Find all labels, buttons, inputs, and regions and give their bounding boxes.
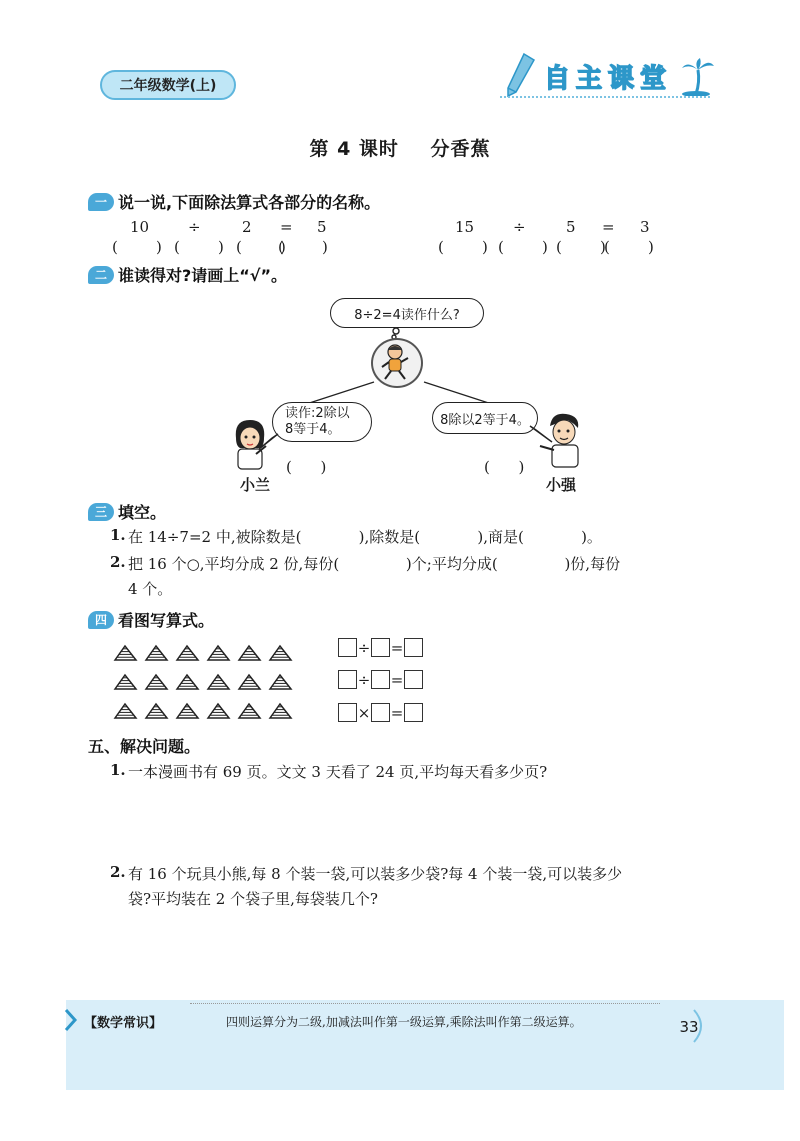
xiaolan-speech-1: 读作:2除以 [285, 406, 350, 421]
fill-q2-text-line1: 把 16 个○,平均分成 2 份,每份( )个;平均分成( )份,每份 [128, 555, 621, 573]
eq1-blank-2[interactable]: ( ) [174, 238, 224, 256]
eq1-blank-3[interactable]: ( ) [236, 238, 286, 256]
triangle-item [177, 704, 198, 718]
section4-heading [88, 608, 214, 631]
page-number: 33 [679, 1018, 699, 1036]
triangle-item [208, 646, 229, 660]
fill-q1-number: 1. [110, 526, 126, 544]
eq2-divisor: 5 [566, 218, 576, 236]
section2-number: 二 [88, 266, 114, 284]
section4-heading-text: 看图写算式。 [118, 611, 215, 630]
section3-number: 三 [88, 503, 114, 521]
question-text: 8÷2=4读作什么? [354, 307, 460, 323]
problem-q1-text: 一本漫画书有 69 页。文文 3 天看了 24 页,平均每天看多少页? [128, 763, 548, 781]
eq-row1-eq: = [390, 638, 404, 657]
eq2-blank-3[interactable]: ( ) [556, 238, 606, 256]
xiaolan-figure [226, 416, 274, 472]
question-bubble [330, 298, 484, 328]
section5-heading-text: 五、解决问题。 [88, 737, 201, 756]
eq-row3-box2[interactable] [371, 703, 390, 722]
triangle-item [208, 675, 229, 689]
eq1-dividend: 10 [130, 218, 150, 236]
eq1-equals: = [280, 218, 293, 236]
fill-q1-text: 在 14÷7=2 中,被除数是( ),除数是( ),商是( )。 [128, 528, 602, 546]
eq2-blank-2[interactable]: ( ) [498, 238, 548, 256]
eq-row3-eq: = [390, 703, 404, 722]
grade-badge: 二年级数学(上) [100, 70, 236, 100]
triangle-item [146, 704, 167, 718]
eq2-dividend: 15 [455, 218, 475, 236]
page-number-arc [690, 1008, 710, 1044]
eq-row1-box2[interactable] [371, 638, 390, 657]
footer-dotted-line [190, 1003, 660, 1004]
section2-heading-text: 谁读得对?请画上“√”。 [118, 266, 287, 285]
problem-q2-number: 2. [110, 863, 126, 881]
pencil-icon [502, 52, 536, 98]
triangle-item [115, 704, 136, 718]
triangle-item [146, 646, 167, 660]
eq-row1-box1[interactable] [338, 638, 357, 657]
lesson-number: 第 4 课时 [309, 138, 399, 160]
triangle-grid [112, 640, 312, 720]
eq1-quotient: 5 [317, 218, 327, 236]
triangle-item [270, 704, 291, 718]
triangle-item [239, 675, 260, 689]
eq1-blank-1[interactable]: ( ) [112, 238, 162, 256]
section2-heading [88, 263, 287, 286]
xiaolan-name: 小兰 [240, 476, 271, 494]
brand-logo [500, 52, 720, 104]
palm-tree-icon [680, 56, 716, 96]
xiaoqiang-bubble [432, 402, 538, 434]
chevron-right-icon [64, 1008, 78, 1032]
fill-q2-text-line2: 4 个。 [128, 580, 173, 598]
eq2-divide-sign: ÷ [513, 218, 526, 236]
problem-q2-text-line1: 有 16 个玩具小熊,每 8 个装一袋,可以装多少袋?每 4 个装一袋,可以装多少 [128, 865, 623, 883]
section1-number: 一 [88, 193, 114, 211]
eq1-divisor: 2 [242, 218, 252, 236]
footer-tip: 四则运算分为二级,加减法叫作第一级运算,乘除法叫作第二级运算。 [226, 1015, 582, 1029]
triangle-item [177, 646, 198, 660]
xiaoqiang-figure [538, 410, 588, 472]
eq-row2-box3[interactable] [404, 670, 423, 689]
eq2-equals: = [602, 218, 615, 236]
lesson-topic: 分香蕉 [430, 138, 491, 160]
xiaolan-bubble [272, 402, 372, 442]
boy-running-icon [373, 340, 417, 382]
eq-row1-box3[interactable] [404, 638, 423, 657]
eq-row3-op: × [357, 703, 371, 722]
eq-row2-eq: = [390, 670, 404, 689]
section3-heading-text: 填空。 [118, 503, 167, 522]
eq-row3-box1[interactable] [338, 703, 357, 722]
footer-tag: 【数学常识】 [84, 1016, 163, 1031]
section4-number: 四 [88, 611, 114, 629]
triangle-item [177, 675, 198, 689]
triangle-item [115, 675, 136, 689]
triangle-item [239, 646, 260, 660]
lesson-title [0, 134, 800, 161]
triangle-item [208, 704, 229, 718]
xiaolan-speech-2: 8等于4。 [285, 422, 341, 437]
section1-heading-text: 说一说,下面除法算式各部分的名称。 [118, 193, 381, 212]
xiaoqiang-name: 小强 [546, 476, 577, 494]
eq2-blank-1[interactable]: ( ) [438, 238, 488, 256]
problem-q2-text-line2: 袋?平均装在 2 个袋子里,每袋装几个? [128, 890, 378, 908]
xiaoqiang-speech: 8除以2等于4。 [440, 412, 530, 428]
eq-row2-box1[interactable] [338, 670, 357, 689]
eq-row3-box3[interactable] [404, 703, 423, 722]
eq-row1-op: ÷ [357, 638, 371, 657]
fill-q2-number: 2. [110, 553, 126, 571]
section1-heading [88, 190, 380, 213]
section5-heading [88, 734, 200, 757]
equation-row-2 [338, 670, 423, 689]
triangle-item [146, 675, 167, 689]
triangle-item [115, 646, 136, 660]
eq1-blank-4[interactable]: ( ) [278, 238, 328, 256]
eq-row2-box2[interactable] [371, 670, 390, 689]
problem-q1-number: 1. [110, 761, 126, 779]
triangle-item [270, 675, 291, 689]
eq2-quotient: 3 [640, 218, 650, 236]
eq-row2-op: ÷ [357, 670, 371, 689]
section3-heading [88, 500, 166, 523]
eq1-divide-sign: ÷ [188, 218, 201, 236]
equation-row-1 [338, 638, 423, 657]
triangle-item [270, 646, 291, 660]
equation-row-3 [338, 703, 423, 722]
eq2-blank-4[interactable]: ( ) [604, 238, 654, 256]
triangle-item [239, 704, 260, 718]
xiaolan-answer-blank[interactable]: ( ) [286, 458, 327, 476]
xiaoqiang-answer-blank[interactable]: ( ) [484, 458, 525, 476]
brand-title: 自主课堂 [544, 64, 673, 94]
header-dotted-line [500, 96, 710, 98]
